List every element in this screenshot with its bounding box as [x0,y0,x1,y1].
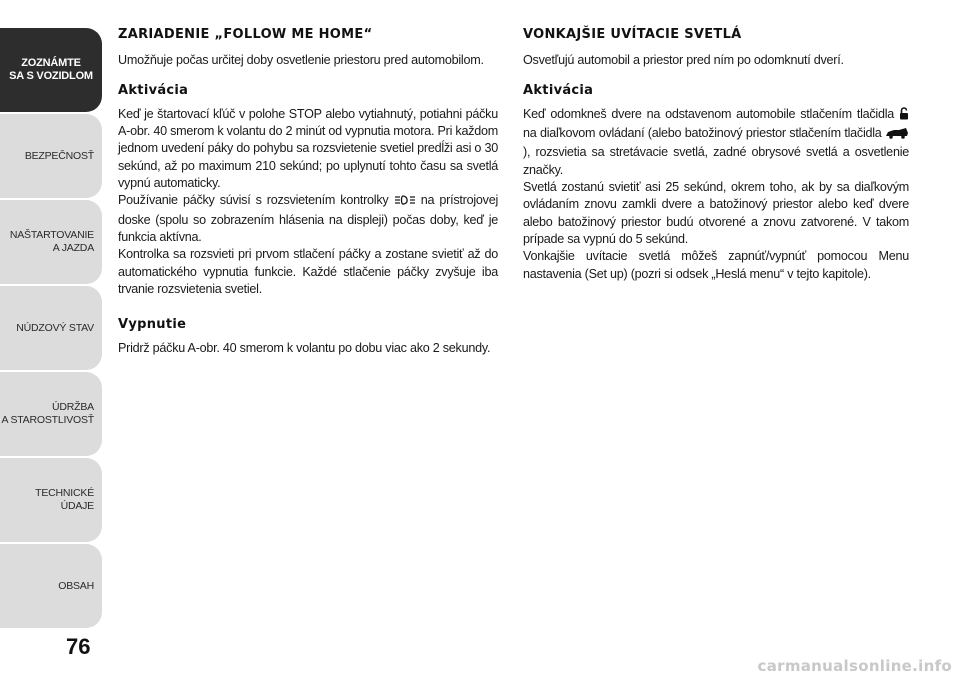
car-trunk-icon [885,127,909,144]
section-title: ZARIADENIE „FOLLOW ME HOME“ [118,27,373,42]
activation-duration-paragraph: Svetlá zostanú svietiť asi 25 sekúnd, okrem toho, ak by sa diaľkovým ovládaním znovu zamkli dvere a batožinový priestor alebo keď dvere alebo batožinový priestor budú otvorené a znovu zatvorené. V takom prípade sa vypnú do 5 sekúnd. [523,180,909,246]
activation-heading: Aktivácia [118,82,189,98]
tab-label: OBSAH [58,579,94,592]
activation-text-before: Keď odomkneš dvere na odstavenom automobile stlačením tlačidla [523,106,895,121]
tab-technicke-udaje[interactable] [0,458,102,542]
section-intro: Osvetľujú automobil a priestor pred ním po odomknutí dverí. [523,53,844,68]
activation-paragraph: Keď je štartovací kľúč v polohe STOP alebo vytiahnutý, potiahni páčku A-obr. 40 smerom k volantu do 2 minút od vypnutia motora. Pri každom jednom uvedení páky do pohybu sa rozsvietenie svetiel predĺži asi o 30 sekúnd, až po maximum 210 sekúnd; po uplynutí tohto času sa svetlá vypnú automaticky. [118,106,498,191]
section-intro: Umožňuje počas určitej doby osvetlenie priestoru pred automobilom. [118,53,484,68]
tab-label: BEZPEČNOSŤ [24,149,94,162]
deactivation-heading: Vypnutie [118,317,187,333]
follow-me-home-section [118,26,498,358]
site-watermark: carmanualsonline.info [757,657,952,675]
follow-me-home-lamp-icon [394,194,416,211]
activation-menu-paragraph: Vonkajšie uvítacie svetlá môžeš zapnúť/vypnúť pomocou Menu nastavenia (Set up) (pozri si odsek „Heslá menu“ v tejto kapitole). [523,249,909,281]
tab-label: ZOZNÁMTE SA S VOZIDLOM [9,57,93,82]
tab-zoznamte-sa-s-vozidlom[interactable] [0,28,102,112]
welcome-lights-section [523,26,909,283]
tab-label: NÚDZOVÝ STAV [16,321,94,334]
activation-paragraph [523,106,909,179]
activation-heading: Aktivácia [523,82,594,98]
deactivation-paragraph: Pridrž páčku A-obr. 40 smerom k volantu po dobu viac ako 2 sekundy. [118,341,491,356]
indicator-text-before: Používanie páčky súvisí s rozsvietením kontrolky [118,193,389,208]
activation-duration-paragraph: Kontrolka sa rozsvieti pri prvom stlačení páčky a zostane svietiť až do automatického vypnutia funkcie. Každé stlačenie páčky zvyšuje iba trvanie rozsvietenia svetiel. [118,247,498,296]
activation-text-after: ), rozsvietia sa stretávacie svetlá, zadné obrysové svetlá a osvetlenie značky. [523,145,909,177]
tab-label: TECHNICKÉ ÚDAJE [35,487,94,512]
tab-udrzba-a-starostlivost[interactable] [0,372,102,456]
page-number: 76 [66,634,91,659]
activation-indicator-paragraph [118,192,498,246]
activation-text-middle: na diaľkovom ovládaní (alebo batožinový priestor stlačením tlačidla [523,126,882,141]
indicator-text-after: na prístrojovej doske (spolu so zobrazením hlásenia na displeji) počas doby, keď je funkcia aktívna. [118,193,499,244]
unlock-padlock-icon [899,107,909,125]
tab-nastartovanie-a-jazda[interactable] [0,200,102,284]
tab-nudzovy-stav[interactable] [0,286,102,370]
section-title: VONKAJŠIE UVÍTACIE SVETLÁ [523,27,742,42]
tab-label: ÚDRŽBA A STAROSTLIVOSŤ [1,401,94,426]
tab-bezpecnost[interactable] [0,114,102,198]
tab-label: NAŠTARTOVANIE A JAZDA [9,229,94,254]
tab-obsah[interactable] [0,544,102,628]
